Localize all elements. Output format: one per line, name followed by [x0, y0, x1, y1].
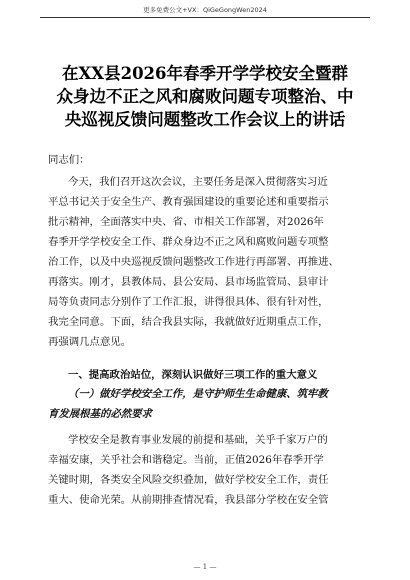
paragraph-line: 关键时期，各类安全风险交织叠加，做好学校安全工作，责任 — [48, 474, 329, 486]
paragraph-line: 今天，我们召开这次会议，主要任务是深入贯彻落实习近 — [68, 176, 328, 188]
paragraph-line: 我完全同意。下面，结合我县实际，我就做好近期重点工作， — [48, 316, 329, 328]
subsection-heading — [48, 384, 364, 424]
paragraph-line: 批示精神，全面落实中央、省、市相关工作部署，对2026年 — [48, 216, 324, 228]
paragraph-line: 幸福安康，关乎社会和谐稳定。当前，正值2026年春季开学 — [48, 454, 324, 466]
page-number: — 1 — — [193, 563, 217, 571]
subheading-line: （一）做好学校安全工作，是守护师生生命健康、筑牢教 — [68, 388, 328, 400]
paragraph-school-safety — [48, 430, 364, 510]
paragraph-line: 春季开学学校安全工作、群众身边不正之风和腐败问题专项整 — [48, 236, 329, 248]
salutation: 同志们： — [48, 154, 90, 166]
paragraph-line: 再强调几点意见。 — [48, 336, 132, 348]
section-heading: 一、提高政治站位，深刻认识做好三项工作的重大意义 — [68, 369, 318, 381]
document-title — [40, 62, 370, 131]
header-divider — [40, 17, 370, 18]
paragraph-line: 重大、使命光荣。从前期排查情况看，我县部分学校在安全管 — [48, 494, 329, 506]
title-line: 众身边不正之风和腐败问题专项整治、中 — [56, 87, 354, 106]
paragraph-line: 再落实。刚才，县教体局、县公安局、县市场监管局、县审计 — [48, 276, 329, 288]
paragraph-line: 治工作，以及中央巡视反馈问题整改工作进行再部署、再推进、 — [48, 256, 339, 268]
title-line: 央巡视反馈问题整改工作会议上的讲话 — [64, 110, 346, 129]
paragraph-line: 学校安全是教育事业发展的前提和基础，关乎千家万户的 — [68, 434, 328, 446]
paragraph-line: 平总书记关于安全生产、教育强国建设的重要论述和重要指示 — [48, 196, 329, 208]
subheading-line: 育发展根基的必然要求 — [48, 408, 152, 420]
paragraph-opening — [48, 172, 364, 352]
header-text: 更多免费公文+VX：QiGeGongWen2024 — [143, 6, 267, 14]
paragraph-line: 局等负责同志分别作了工作汇报，讲得很具体、很有针对性， — [48, 296, 329, 308]
title-line: 在XX县2026年春季开学学校安全暨群 — [61, 64, 349, 83]
